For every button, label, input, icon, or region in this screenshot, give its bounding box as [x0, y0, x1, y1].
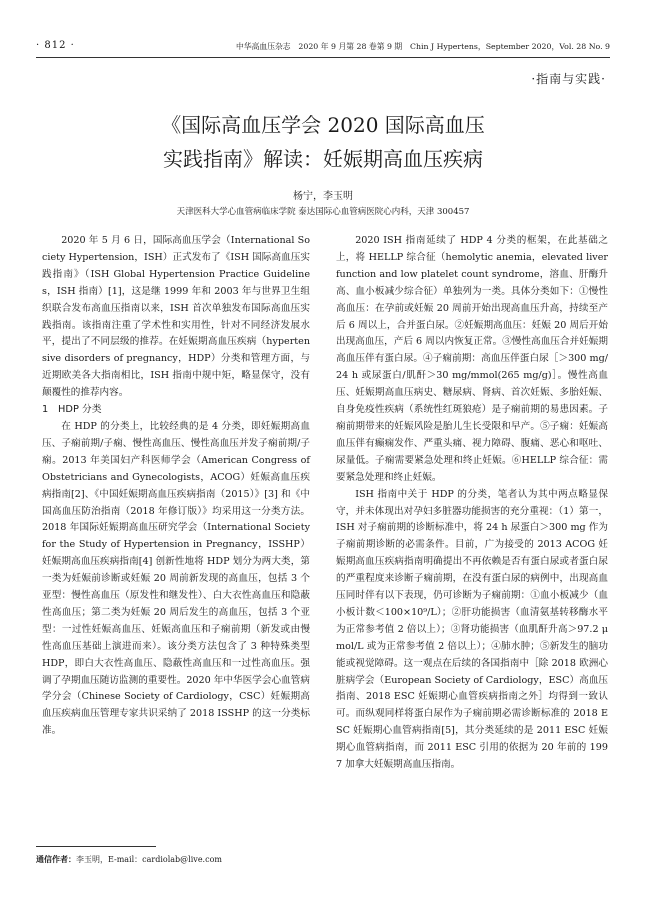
left-column [42, 233, 310, 740]
authors: 杨宁，李玉明 [293, 191, 353, 202]
commentary-paragraph: ISH 指南中关于 HDP 的分类，笔者认为其中两点略显保守，并未体现出对孕妇多脏器功能损害的充分重视：（1）第一，ISH 对子痫前期的诊断标准中，将 24 h 尿蛋白＞300 mg 作为子痫前期诊断的必需条件。目前，广为接受的 2013 ACOG 妊娠期高血压疾病指南明确提出不再依赖是否有蛋白尿或者蛋白尿的严重程度来诊断子痫前期，在没有蛋白尿的病例中，出现高血压同时伴有以下表现，仍可诊断为子痫前期：①血小板减少（血小板计数＜100×10⁹/L）；②肝功能损害（血清氨基转移酶水平为正常参考值 2 倍以上）；③肾功能损害（血肌酐升高＞97.2 μmol/L 或为正常参考值 2 倍以上）；④肺水肿；⑤新发生的脑功能或视觉障碍。这一观点在后续的各国指南中［除 2018 欧洲心脏病学会（European Society of Cardiology，ESC）高血压指南、2018 ESC 妊娠期心血管疾病指南之外］均得到一致认可。而纵观同样将蛋白尿作为子痫前期必需诊断标准的 2018 ESC 妊娠期心血管病指南[5]，其分类延续的是 2011 ESC 妊娠期心血管病指南，而 2011 ESC 引用的依据为 20 年前的 1997 加拿大妊娠期高血压指南。 [336, 488, 608, 771]
right-column [336, 233, 608, 774]
footnote-rule [36, 846, 156, 847]
header-rule [36, 57, 610, 58]
title-line-1: 《国际高血压学会 2020 国际高血压 [161, 113, 485, 137]
section-body-paragraph: 在 HDP 的分类上，比较经典的是 4 分类，即妊娠期高血压、子痫前期/子痫、慢性高血压、慢性高血压并发子痫前期/子痫。2013 年美国妇产科医师学会（American Congress of Obstetricians and Gynecologists，ACOG）妊娠高血压疾病指南[2]、《中国妊娠期高血压疾病指南（2015）》[3] 和《中国高血压防治指南（2018 年修订版）》均采用这一分类方法。2018 年国际妊娠期高血压研究学会（International Society for the Study of Hypertension in Pregnancy，ISSHP）妊娠期高血压疾病指南[4] 创新性地将 HDP 划分为两大类，第一类为妊娠前诊断或妊娠 20 周前新发现的高血压，包括 3 个亚型：慢性高血压（原发性和继发性）、白大衣性高血压和隐蔽性高血压；第二类为妊娠 20 周后发生的高血压，包括 3 个亚型：一过性妊娠高血压、妊娠高血压和子痫前期（新发或由慢性高血压基础上演进而来）。该分类方法包含了 3 种特殊类型 HDP，即白大衣性高血压、隐蔽性高血压和一过性高血压。强调了孕期血压随访监测的重要性。2020 年中华医学会心血管病学分会（Chinese Society of Cardiology，CSC）妊娠期高血压疾病血压管理专家共识采纳了 2018 ISSHP 的这一分类标准。 [42, 420, 310, 737]
article-title [0, 108, 646, 176]
section-heading: 1 HDP 分类 [42, 404, 102, 416]
section-tag: ·指南与实践· [531, 72, 606, 86]
footnote-label: 通信作者： [36, 855, 76, 864]
running-header [36, 40, 610, 54]
page-number: · 812 · [36, 40, 75, 51]
affiliation: 天津医科大学心血管病临床学院 泰达国际心血管病医院心内科，天津 300457 [176, 207, 470, 217]
footnote-text: 李玉明，E-mail：cardiolab@live.com [76, 855, 222, 864]
journal-citation: 中华高血压杂志 2020 年 9 月第 28 卷第 9 期 Chin J Hypertens，September 2020，Vol. 28 No. 9 [236, 42, 610, 51]
intro-paragraph: 2020 年 5 月 6 日，国际高血压学会（International Society Hypertension，ISH）正式发布了《ISH 国际高血压实践指南》（ISH Global Hypertension Practice Guidelines，ISH 指南）[1]，这是继 1999 年和 2003 年与世界卫生组织联合发布高血压指南以来，ISH 首次单独发布国际高血压实践指南。该指南注重了学术性和实用性，针对不同经济发展水平，提出了不同层级的推荐。在妊娠期高血压疾病（hypertensive disorders of pregnancy，HDP）分类和管理方面，与近期欧美各大指南相比，ISH 指南中规中矩，略显保守，没有颠覆性的推荐内容。 [42, 235, 310, 399]
title-line-2: 实践指南》解读：妊娠期高血压疾病 [163, 147, 483, 171]
corresponding-author-footnote [36, 854, 222, 865]
classification-paragraph: 2020 ISH 指南延续了 HDP 4 分类的框架，在此基础之上，将 HELLP 综合征（hemolytic anemia，elevated liver function and low platelet count syndrome，溶血、肝酶升高、血小板减少综合征）单独列为一类。具体分类如下：①慢性高血压：在孕前或妊娠 20 周前开始出现高血压升高，持续至产后 6 周以上，合并蛋白尿。②妊娠期高血压：妊娠 20 周后开始出现高血压，产后 6 周以内恢复正常。③慢性高血压合并妊娠期高血压伴有蛋白尿。④子痫前期：高血压伴蛋白尿［＞300 mg/24 h 或尿蛋白/肌酐＞30 mg/mmol(265 mg/g)］。慢性高血压、妊娠期高血压病史、糖尿病、肾病、首次妊娠、多胎妊娠、自身免疫性疾病（系统性红斑狼疮）是子痫前期的易患因素。子痫前期带来的妊娠风险是胎儿生长受限和早产。⑤子痫：妊娠高血压伴有癫痫发作、严重头痛、视力障碍、腹痛、恶心和呕吐、尿量低。子痫需要紧急处理和终止妊娠。⑥HELLP 综合征：需要紧急处理和终止妊娠。 [336, 235, 608, 483]
